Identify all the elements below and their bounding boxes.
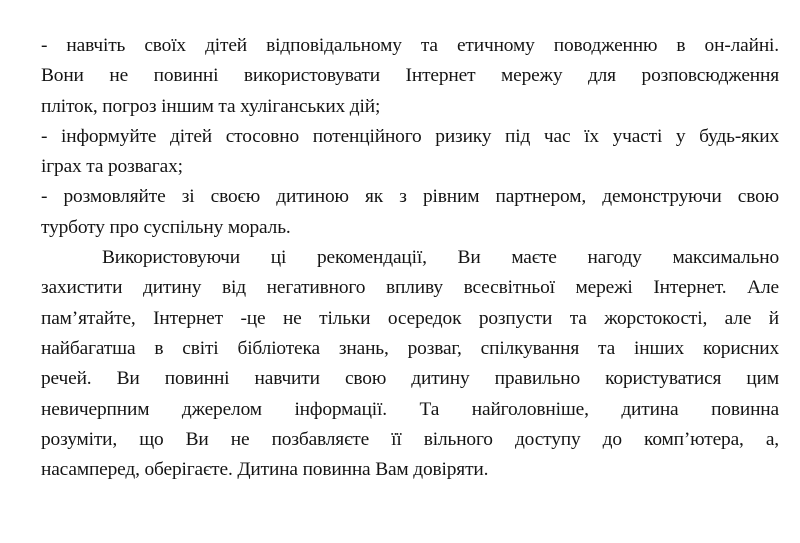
text-line: розуміти, що Ви не позбавляєте її вільного доступу до комп’ютера, а, [41, 428, 779, 450]
text-line-bullet-2: - інформуйте дітей стосовно потенційного ризику під час їх участі у будь-яких [41, 125, 779, 147]
text-line: турботу про суспільну мораль. [41, 216, 291, 238]
text-line: захистити дитину від негативного впливу всесвітньої мережі Інтернет. Але [41, 277, 779, 299]
text-line: іграх та розвагах; [41, 156, 183, 178]
text-line: пам’ятайте, Інтернет -це не тільки осередок розпусти та жорстокості, але й [41, 307, 779, 329]
text-line-bullet-1: - навчіть своїх дітей відповідальному та етичному поводженню в он-лайні. [41, 35, 779, 56]
text-line: речей. Ви повинні навчити свою дитину правильно користуватися цим [41, 368, 779, 390]
document-body [41, 31, 779, 485]
text-line-bullet-3: - розмовляйте зі своєю дитиною як з рівним партнером, демонструючи свою [41, 186, 779, 208]
text-line: пліток, погроз іншим та хуліганських дій; [41, 95, 381, 117]
paragraph-first-line: Використовуючи ці рекомендації, Ви маєте нагоду максимально [102, 247, 779, 269]
paragraph-last-line: насамперед, оберігаєте. Дитина повинна Вам довіряти. [41, 459, 489, 481]
text-line: невичерпним джерелом інформації. Та найголовніше, дитина повинна [41, 398, 779, 420]
text-line: Вони не повинні використовувати Інтернет мережу для розповсюдження [41, 65, 779, 87]
text-line: найбагатша в світі бібліотека знань, розваг, спілкування та інших корисних [41, 337, 779, 359]
